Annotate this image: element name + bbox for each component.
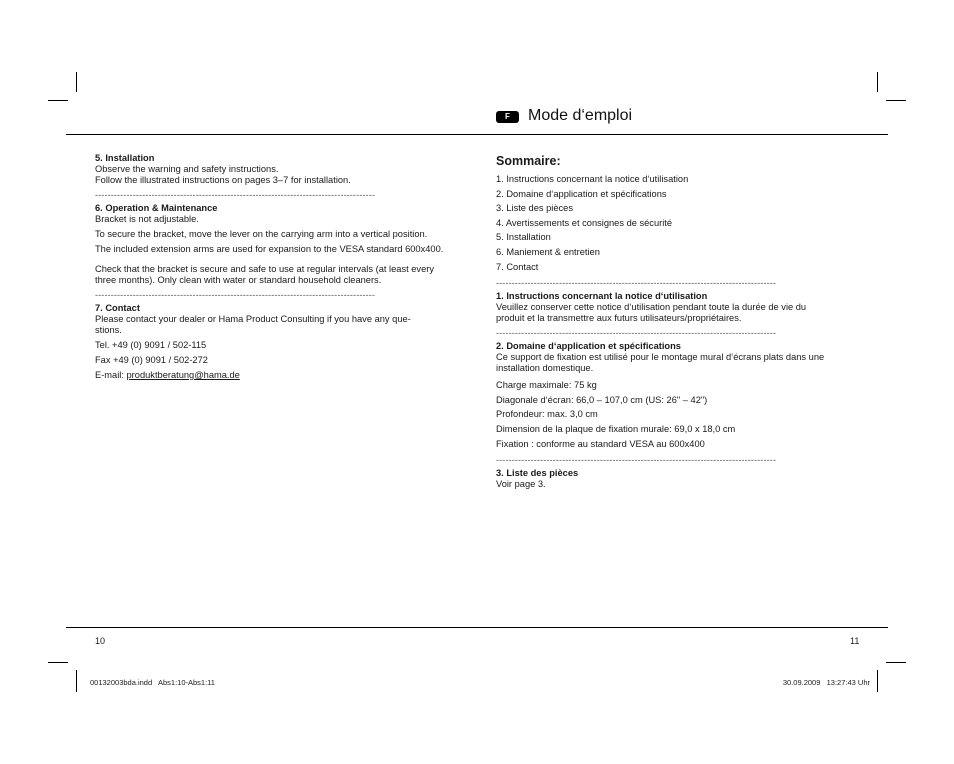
left-column	[95, 153, 450, 381]
slug-file-info: 00132003bda.indd Abs1:10-Abs1:11	[90, 678, 215, 687]
toc-item: 7. Contact	[496, 261, 539, 272]
contact-line: stions.	[95, 325, 122, 335]
spec-item: Diagonale d‘écran: 66,0 – 107,0 cm (US: 26" – 42")	[496, 394, 708, 405]
footer-rule	[66, 627, 888, 628]
toc-item: 4. Avertissements et consignes de sécurité	[496, 217, 673, 228]
toc-item: 3. Liste des pièces	[496, 203, 574, 214]
summary-title: Sommaire:	[496, 154, 561, 168]
installation-line: Observe the warning and safety instructions.	[95, 164, 279, 174]
operation-line: The included extension arms are used for expansion to the VESA standard 600x400.	[95, 244, 444, 254]
toc-item: 2. Domaine d‘application et spécifications	[496, 188, 667, 199]
contact-fax: Fax +49 (0) 9091 / 502-272	[95, 355, 208, 365]
crop-mark	[877, 670, 878, 692]
language-badge: F	[496, 111, 519, 123]
page-number-left: 10	[95, 636, 106, 646]
crop-mark	[886, 662, 906, 663]
header-rule	[66, 134, 888, 135]
divider: -----------------------------------------------------------------------------------------	[95, 191, 376, 200]
divider: -----------------------------------------------------------------------------------------	[496, 279, 777, 289]
email-link[interactable]: produktberatung@hama.de	[126, 370, 240, 380]
section2-line: Ce support de fixation est utilisé pour le montage mural d‘écrans plats dans une	[496, 352, 825, 363]
crop-mark	[48, 100, 68, 101]
toc-item: 1. Instructions concernant la notice d‘utilisation	[496, 174, 689, 184]
divider: -----------------------------------------------------------------------------------------	[496, 329, 777, 339]
spec-item: Profondeur: max. 3,0 cm	[496, 409, 598, 420]
divider: -----------------------------------------------------------------------------------------	[496, 456, 777, 466]
spec-item: Fixation : conforme au standard VESA au 600x400	[496, 438, 705, 449]
contact-line: Please contact your dealer or Hama Product Consulting if you have any que-	[95, 314, 411, 324]
operation-check-line: Check that the bracket is secure and safe to use at regular intervals (at least every	[95, 264, 434, 274]
crop-mark	[76, 72, 77, 92]
page-number-right: 11	[850, 636, 860, 646]
contact-email-row	[95, 370, 450, 381]
email-label: E-mail:	[95, 370, 127, 380]
section3-heading: 3. Liste des pièces	[496, 468, 579, 479]
slug-timestamp: 30.09.2009 13:27:43 Uhr	[782, 678, 870, 687]
right-column	[496, 153, 856, 490]
section2-line: installation domestique.	[496, 363, 594, 374]
crop-mark	[48, 662, 68, 663]
divider: -----------------------------------------------------------------------------------------	[95, 291, 376, 300]
section1-line: produit et la transmettre aux futurs utilisateurs/propriétaires.	[496, 313, 742, 324]
operation-line: Bracket is not adjustable.	[95, 214, 199, 224]
crop-mark	[886, 100, 906, 101]
page-title: Mode d‘emploi	[528, 107, 633, 124]
section1-line: Veuillez conserver cette notice d‘utilisation pendant toute la durée de vie du	[496, 302, 807, 313]
spec-item: Dimension de la plaque de fixation murale: 69,0 x 18,0 cm	[496, 423, 736, 434]
operation-line: To secure the bracket, move the lever on the carrying arm into a vertical position.	[95, 229, 428, 239]
operation-check-line: three months). Only clean with water or standard household cleaners.	[95, 275, 382, 285]
contact-heading: 7. Contact	[95, 303, 140, 313]
contact-tel: Tel. +49 (0) 9091 / 502-115	[95, 340, 207, 350]
crop-mark	[76, 670, 77, 692]
toc-item: 6. Maniement & entretien	[496, 246, 600, 257]
section2-heading: 2. Domaine d‘application et spécifications	[496, 341, 681, 352]
crop-mark	[877, 72, 878, 92]
toc-item: 5. Installation	[496, 232, 551, 243]
spec-item: Charge maximale: 75 kg	[496, 380, 597, 391]
installation-heading: 5. Installation	[95, 153, 155, 163]
operation-heading: 6. Operation & Maintenance	[95, 203, 218, 213]
section3-line: Voir page 3.	[496, 479, 546, 490]
installation-line: Follow the illustrated instructions on pages 3–7 for installation.	[95, 175, 351, 185]
section1-heading: 1. Instructions concernant la notice d‘utilisation	[496, 291, 708, 302]
